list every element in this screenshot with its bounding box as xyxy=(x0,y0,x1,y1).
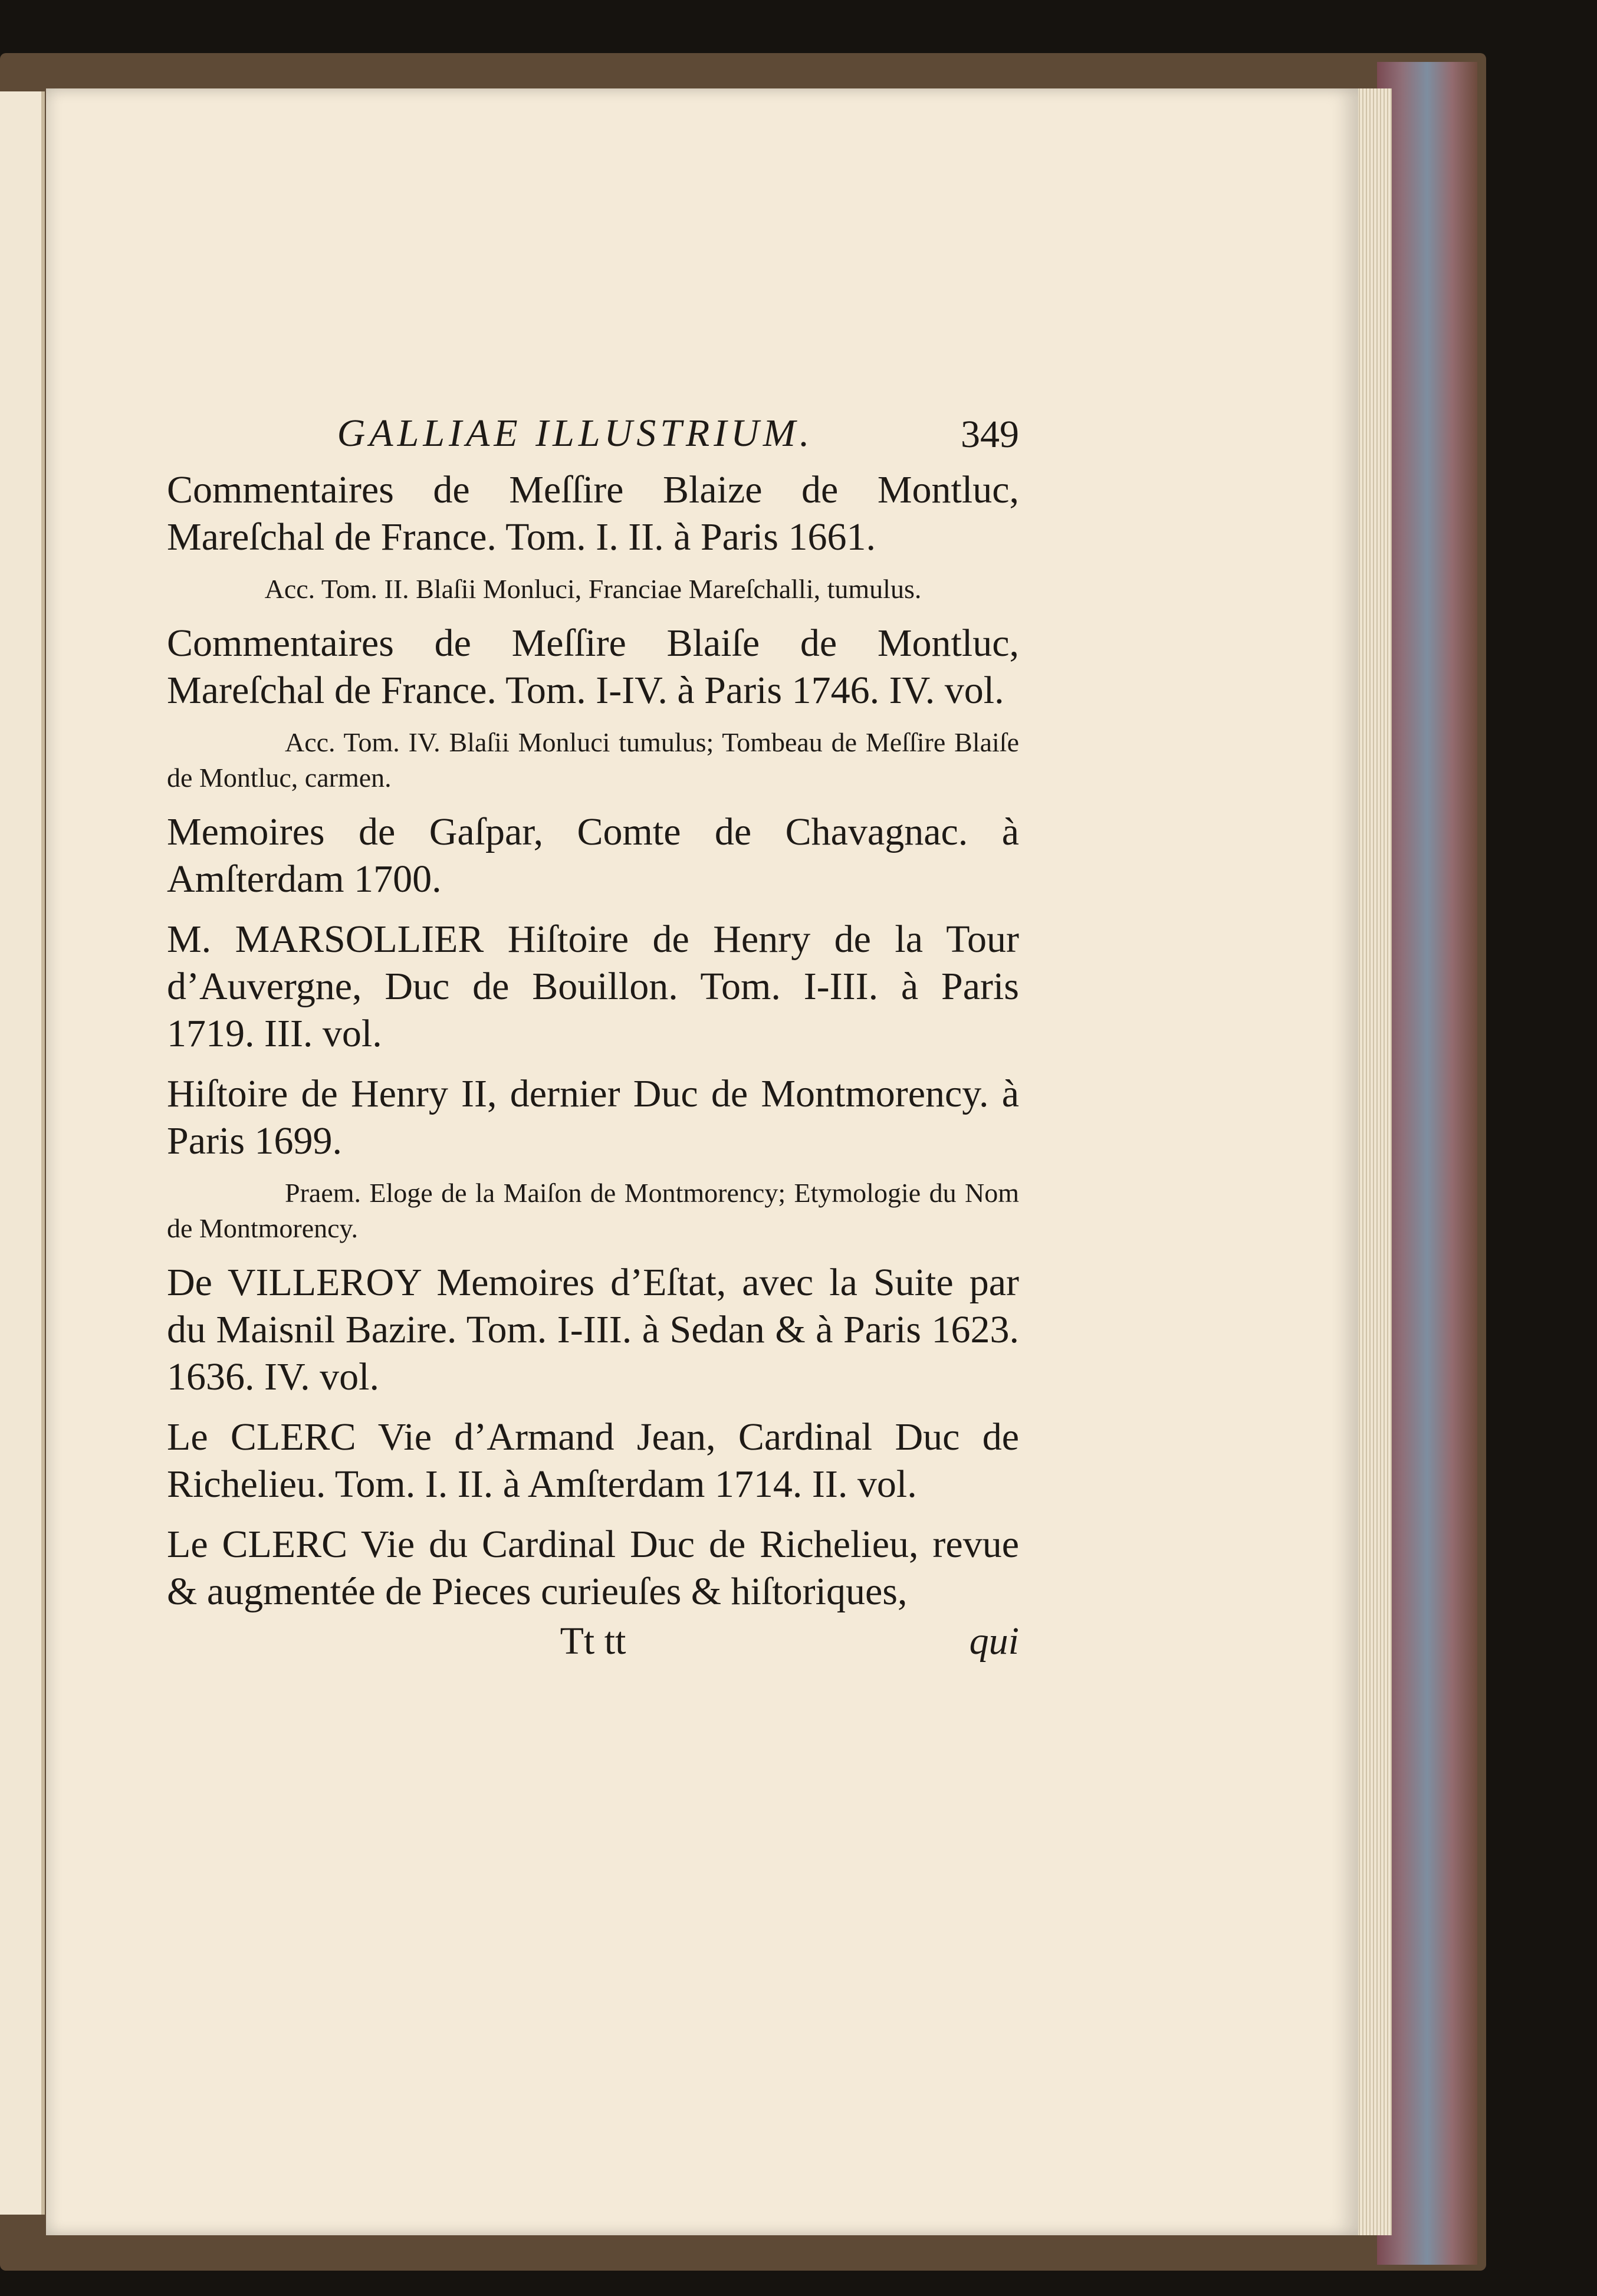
catchword: qui xyxy=(969,1620,1019,1663)
catalog-entry: Memoires de Gaſpar, Comte de Chavagnac. à Amſterdam 1700. xyxy=(167,810,1019,901)
catalog-entry: M. MARSOLLIER Hiſtoire de Henry de la Tour d’Auvergne, Duc de Bouillon. Tom. I-III. à Paris 1719. III. vol. xyxy=(167,918,1019,1055)
running-head-title: GALLIAE ILLUSTRIUM. xyxy=(337,412,814,455)
page-edges xyxy=(1356,88,1392,2235)
facing-page-edge xyxy=(0,91,45,2215)
book-page xyxy=(46,88,1358,2235)
catalog-entry: Commentaires de Meſſire Blaiſe de Montluc, Mareſchal de France. Tom. I-IV. à Paris 1746. IV. vol. xyxy=(167,622,1019,712)
entry-note: Praem. Eloge de la Maiſon de Montmorency; Etymologie du Nom de Montmorency. xyxy=(167,1178,1019,1243)
page-number: 349 xyxy=(961,413,1019,456)
catalog-entry: Le CLERC Vie du Cardinal Duc de Richelieu, revue & augmentée de Pieces curieuſes & hiſtoriques, xyxy=(167,1523,1019,1613)
running-head xyxy=(167,404,1019,457)
catalog-entry: De VILLEROY Memoires d’Eſtat, avec la Suite par du Maisnil Bazire. Tom. I-III. à Sedan & à Paris 1623. 1636. IV. vol. xyxy=(167,1261,1019,1398)
entry-note: Acc. Tom. II. Blaſii Monluci, Franciae Mareſchalli, tumulus. xyxy=(264,574,922,604)
catalog-entry: Le CLERC Vie d’Armand Jean, Cardinal Duc de Richelieu. Tom. I. II. à Amſterdam 1714. II. vol. xyxy=(167,1415,1019,1506)
entry-note: Acc. Tom. IV. Blaſii Monluci tumulus; Tombeau de Meſſire Blaiſe de Montluc, carmen. xyxy=(167,727,1019,793)
signature-mark: Tt tt xyxy=(560,1620,626,1663)
text-block xyxy=(167,404,1019,1665)
catalog-entry: Hiſtoire de Henry II, dernier Duc de Montmorency. à Paris 1699. xyxy=(167,1072,1019,1162)
catalog-entry: Commentaires de Meſſire Blaize de Montluc, Mareſchal de France. Tom. I. II. à Paris 1661. xyxy=(167,468,1019,559)
marbled-board xyxy=(1377,62,1477,2265)
page-footer xyxy=(167,1618,1019,1665)
